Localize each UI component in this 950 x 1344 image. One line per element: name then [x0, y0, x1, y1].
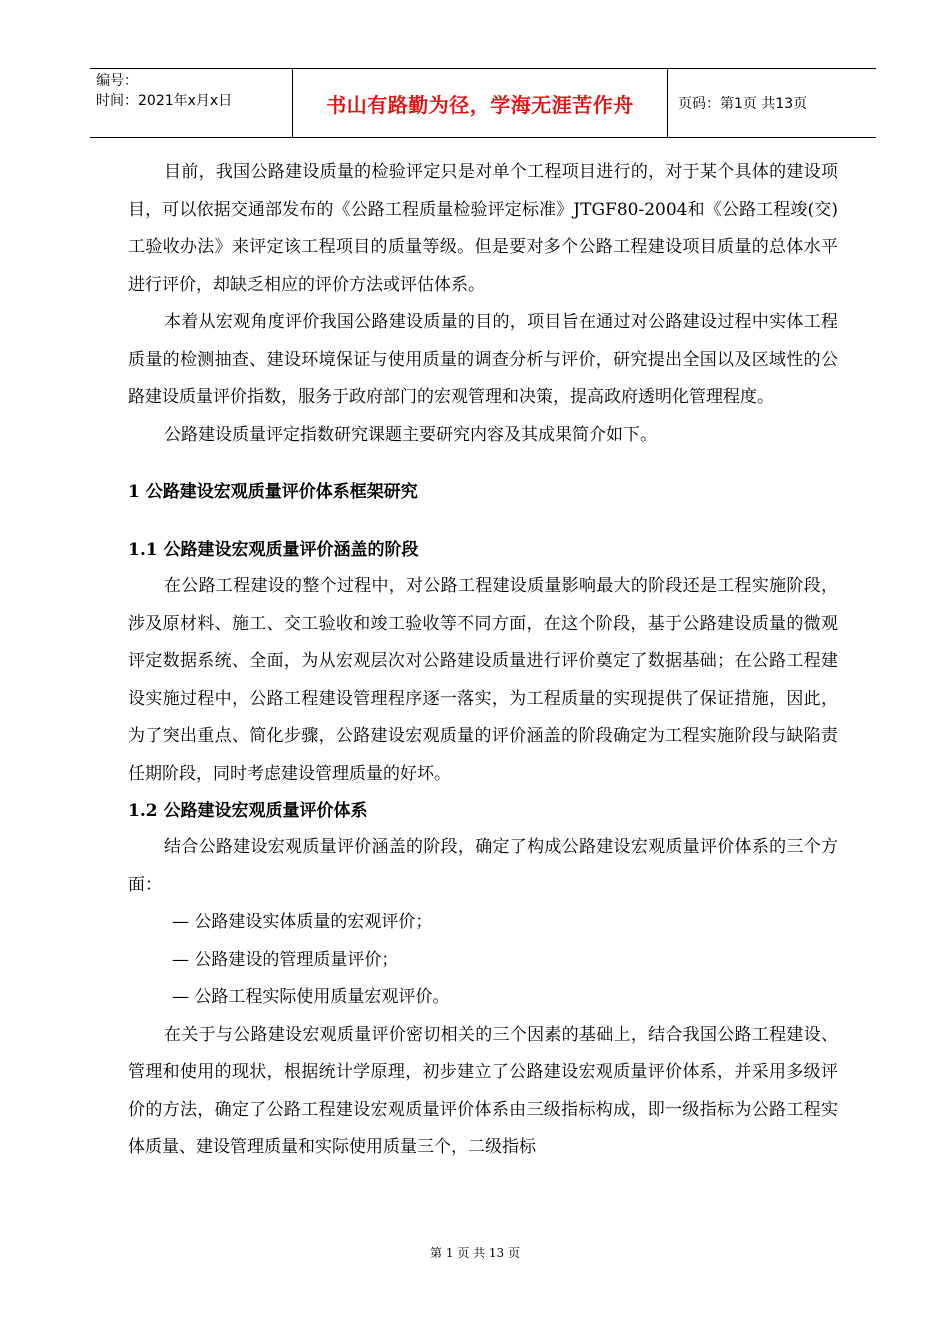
section-heading-1: 1 公路建设宏观质量评价体系框架研究: [128, 482, 418, 502]
list-item: — 公路建设的管理质量评价；: [172, 949, 399, 970]
section-heading-1-2: 1.2 公路建设宏观质量评价体系: [128, 801, 368, 821]
number-label: 编号：: [96, 73, 138, 89]
paragraph-intro: 目前，我国公路建设质量的检验评定只是对单个工程项目进行的，对于某个具体的建设项目，可以依据交通部发布的《公路工程质量检验评定标准》JTGF80-2004和《公路工程竣(交)工验收办法》来评定该工程项目的质量等级。但是要对多个公路工程建设项目质量的总体水平进行评价，却缺乏相应的评价方法或评估体系。: [128, 162, 838, 295]
document-body: [128, 154, 838, 1167]
document-header: [90, 68, 876, 138]
paragraph-stages: 在公路工程建设的整个过程中，对公路工程建设质量影响最大的阶段还是工程实施阶段，涉及原材料、施工、交工验收和竣工验收等不同方面，在这个阶段，基于公路建设质量的微观评定数据系统、全面，为从宏观层次对公路建设质量进行评价奠定了数据基础；在公路工程建设实施过程中，公路工程建设管理程序逐一落实，为工程质量的实现提供了保证措施，因此，为了突出重点、简化步骤，公路建设宏观质量的评价涵盖的阶段确定为工程实施阶段与缺陷责任期阶段，同时考虑建设管理质量的好坏。: [128, 576, 838, 784]
paragraph-indicators: 在关于与公路建设宏观质量评价密切相关的三个因素的基础上，结合我国公路工程建设、管理和使用的现状，根据统计学原理，初步建立了公路建设宏观质量评价体系，并采用多级评价的方法，确定了公路工程建设宏观质量评价体系由三级指标构成，即一级指标为公路工程实体质量、建设管理质量和实际使用质量三个，二级指标: [128, 1024, 838, 1157]
list-item: — 公路工程实际使用质量宏观评价。: [172, 987, 450, 1007]
paragraph-summary: 公路建设质量评定指数研究课题主要研究内容及其成果简介如下。: [164, 424, 657, 445]
page-footer: 第 1 页 共 13 页: [430, 1246, 520, 1260]
time-label: 时间：2021年x月x日: [96, 93, 233, 109]
header-page-info: 页码：第1页 共13页: [678, 96, 808, 112]
header-motto-cell: [292, 69, 668, 137]
header-meta: [90, 69, 292, 137]
section-heading-1-1: 1.1 公路建设宏观质量评价涵盖的阶段: [128, 540, 419, 560]
list-item: — 公路建设实体质量的宏观评价；: [172, 912, 433, 932]
paragraph-purpose: 本着从宏观角度评价我国公路建设质量的目的，项目旨在通过对公路建设过程中实体工程质量的检测抽查、建设环境保证与使用质量的调查分析与评价，研究提出全国以及区域性的公路建设质量评价指数，服务于政府部门的宏观管理和决策，提高政府透明化管理程度。: [128, 312, 838, 407]
header-motto: 书山有路勤为径，学海无涯苦作舟: [326, 92, 634, 117]
paragraph-system: 结合公路建设宏观质量评价涵盖的阶段，确定了构成公路建设宏观质量评价体系的三个方面：: [128, 837, 838, 895]
